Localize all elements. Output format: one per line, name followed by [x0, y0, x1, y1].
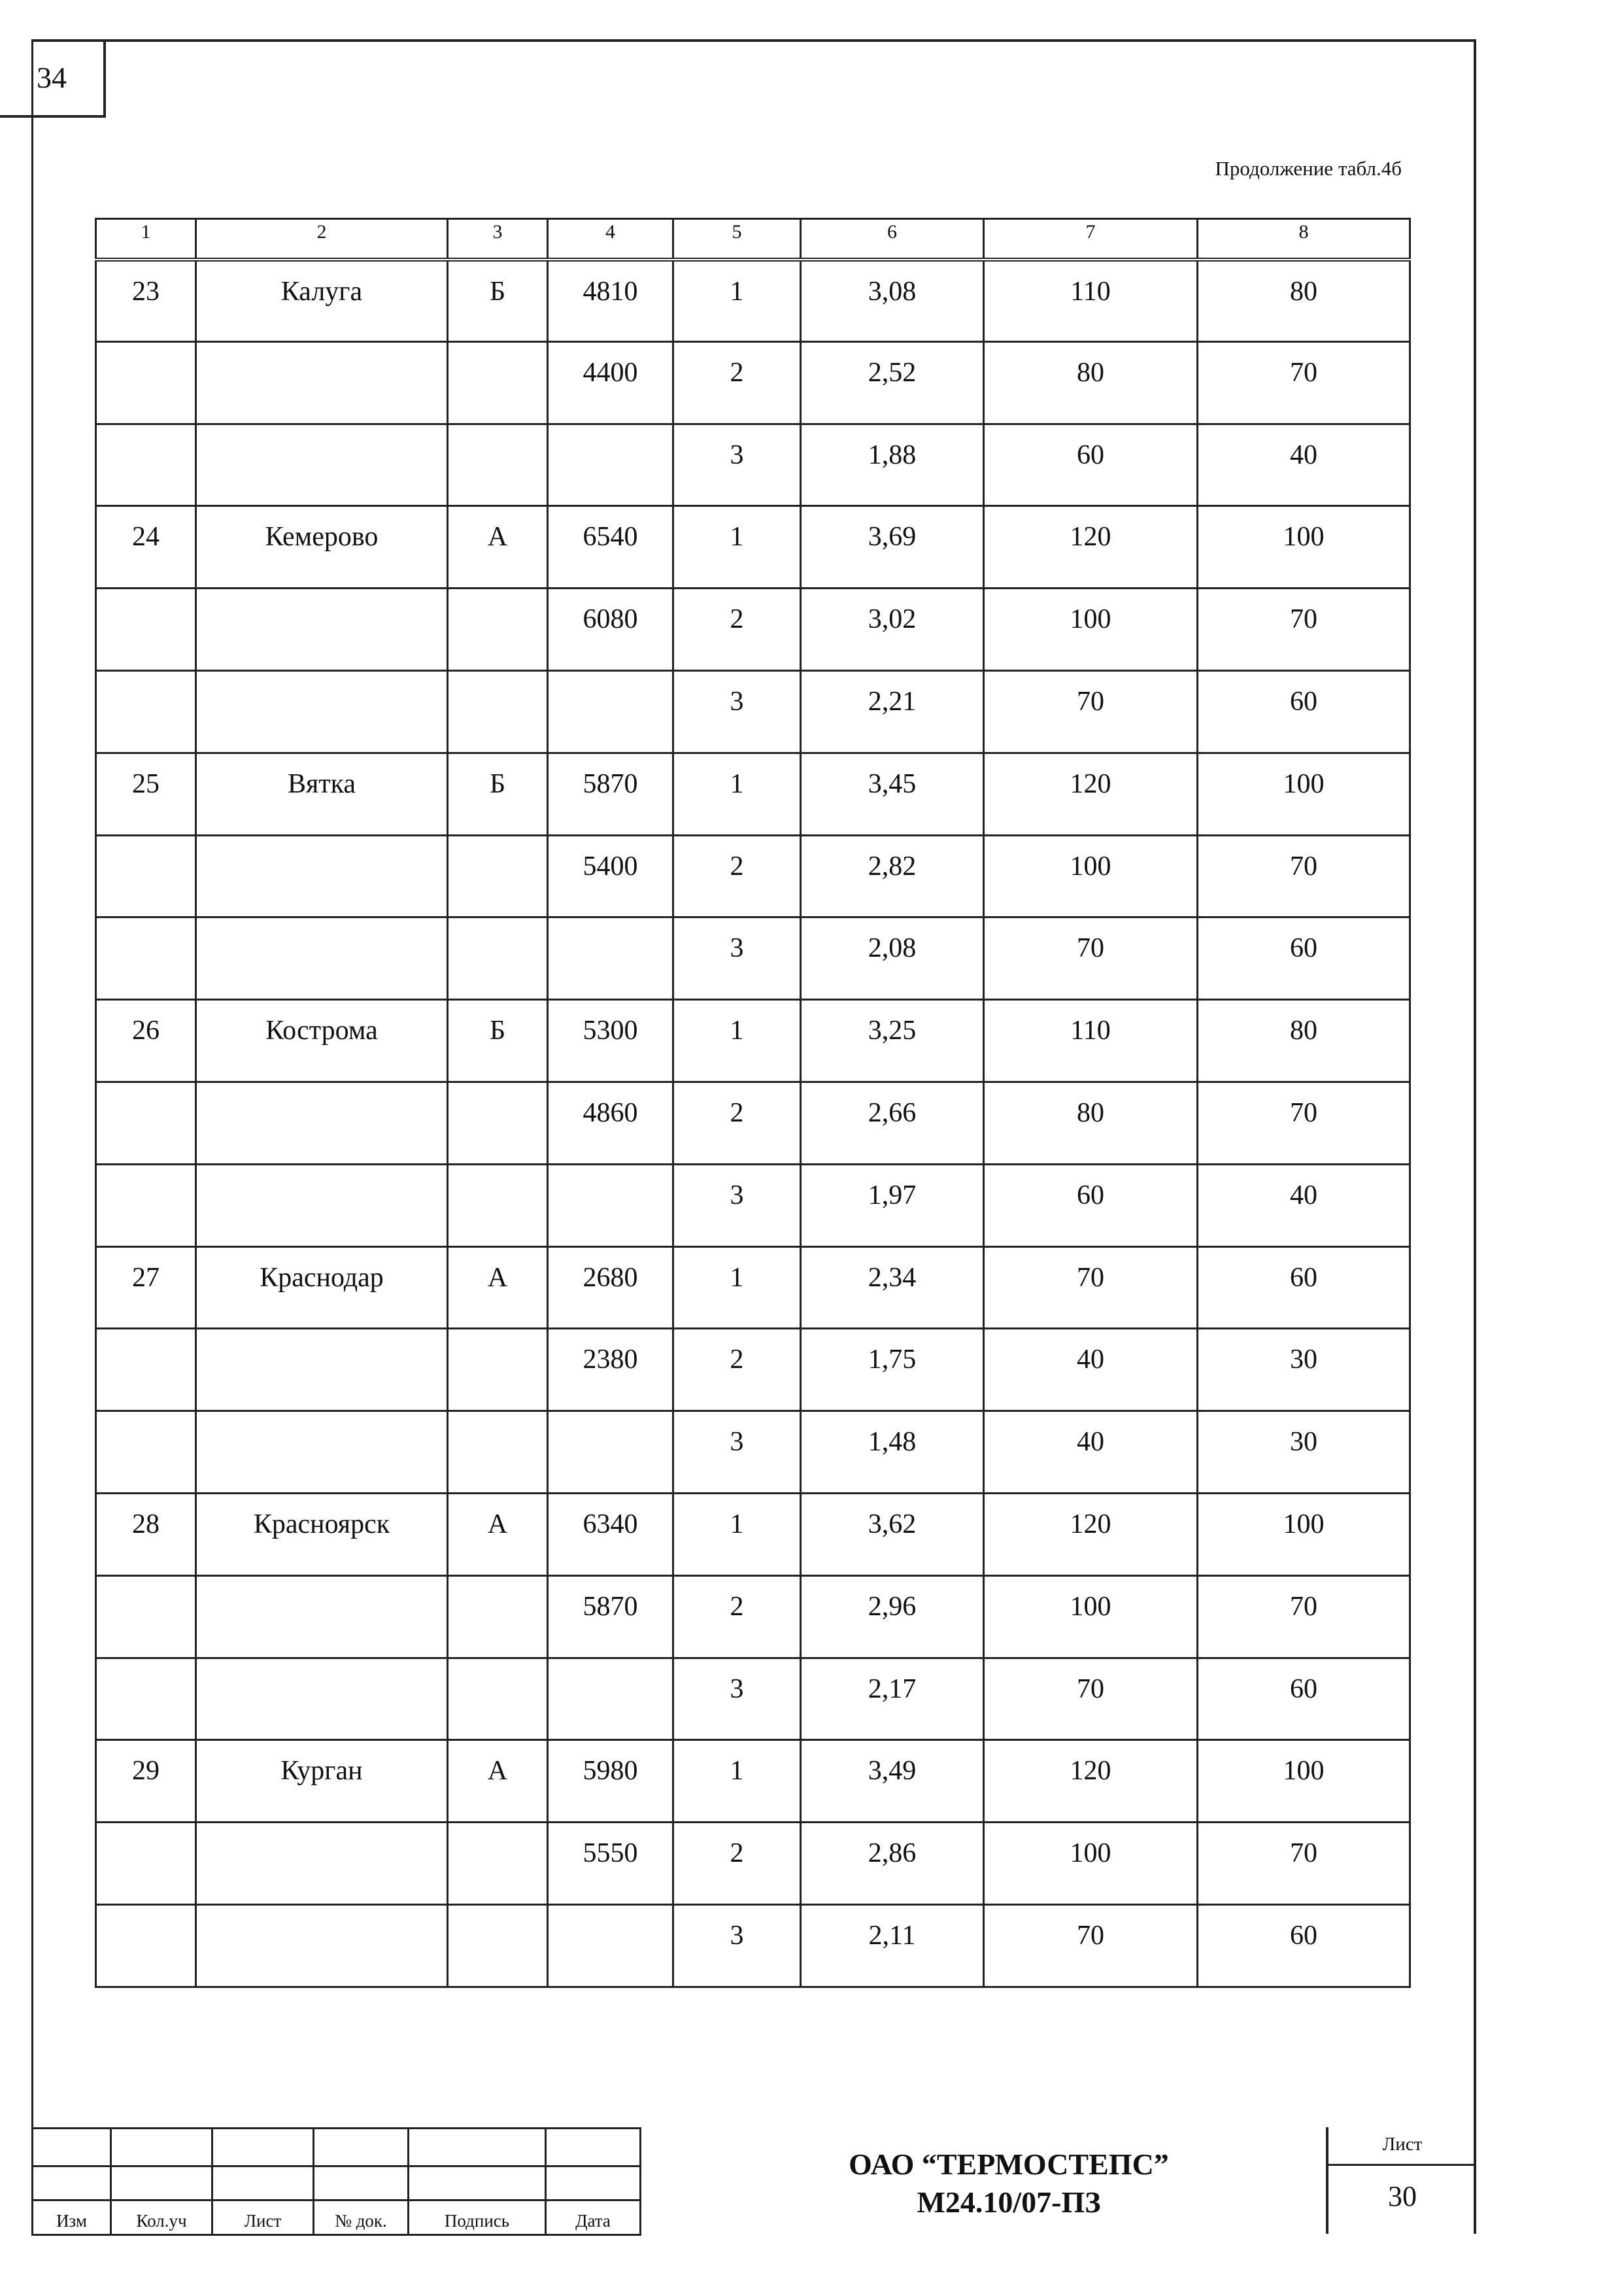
- table-cell: 120: [984, 506, 1198, 589]
- table-cell: 120: [984, 1740, 1198, 1823]
- column-number-header: 2: [196, 219, 448, 260]
- table-cell: Красноярск: [196, 1493, 448, 1575]
- table-cell: [96, 917, 196, 1000]
- table-cell: 2: [673, 1329, 801, 1411]
- table-cell: [196, 1904, 448, 1987]
- revision-grid: [31, 2127, 641, 2236]
- table-cell: Курган: [196, 1740, 448, 1823]
- column-number-header: 4: [548, 219, 673, 260]
- table-cell: 3,25: [801, 1000, 984, 1082]
- table-cell: 70: [984, 1658, 1198, 1740]
- table-continuation-caption: Продолжение табл.4б: [1215, 157, 1402, 180]
- table-cell: 23: [96, 260, 196, 342]
- table-cell: 60: [1198, 670, 1410, 753]
- table-cell: 3: [673, 1411, 801, 1494]
- table-cell: [96, 424, 196, 506]
- organization-name: ОАО “ТЕРМОСТЕПС”: [849, 2148, 1169, 2181]
- table-cell: 2,66: [801, 1082, 984, 1164]
- table-cell: 2: [673, 589, 801, 671]
- table-cell: [196, 1823, 448, 1905]
- table-row: [96, 1246, 1410, 1329]
- table-cell: 2,08: [801, 917, 984, 1000]
- table-row: [96, 917, 1410, 1000]
- column-number-header: 6: [801, 219, 984, 260]
- table-cell: [196, 917, 448, 1000]
- table-cell: [448, 1658, 548, 1740]
- page-number: 34: [0, 39, 106, 118]
- table-cell: 80: [1198, 1000, 1410, 1082]
- table-row: [96, 1000, 1410, 1082]
- table-cell: [196, 1575, 448, 1658]
- table-cell: 1: [673, 506, 801, 589]
- table-header-row: [96, 219, 1410, 260]
- table-cell: Б: [448, 753, 548, 835]
- table-row: [96, 1904, 1410, 1987]
- table-cell: 110: [984, 260, 1198, 342]
- table-cell: 70: [984, 1246, 1198, 1329]
- table-cell: 3,45: [801, 753, 984, 835]
- table-cell: 27: [96, 1246, 196, 1329]
- table-cell: 40: [1198, 424, 1410, 506]
- table-cell: [548, 1904, 673, 1987]
- table-cell: 70: [1198, 835, 1410, 917]
- sheet-number: 30: [1388, 2180, 1417, 2212]
- table-cell: 100: [984, 1823, 1198, 1905]
- table-cell: [196, 341, 448, 424]
- table-cell: [548, 670, 673, 753]
- table-row: [96, 341, 1410, 424]
- stamp-column-label: Кол.уч: [111, 2200, 212, 2235]
- table-cell: [196, 1164, 448, 1246]
- table-cell: 29: [96, 1740, 196, 1823]
- table-cell: [96, 1164, 196, 1246]
- table-cell: 1: [673, 260, 801, 342]
- table-row: [96, 1740, 1410, 1823]
- table-cell: А: [448, 1246, 548, 1329]
- table-row: [96, 506, 1410, 589]
- table-cell: 4810: [548, 260, 673, 342]
- table-cell: 24: [96, 506, 196, 589]
- table-cell: 2: [673, 1575, 801, 1658]
- table-cell: Калуга: [196, 260, 448, 342]
- table-cell: А: [448, 1740, 548, 1823]
- sheet-divider: [1328, 2164, 1476, 2166]
- table-cell: 70: [984, 1904, 1198, 1987]
- table-cell: 1: [673, 1493, 801, 1575]
- table-cell: 5400: [548, 835, 673, 917]
- table-cell: [196, 1411, 448, 1494]
- table-row: [96, 424, 1410, 506]
- table-row: [96, 589, 1410, 671]
- table-cell: [448, 341, 548, 424]
- data-table: [95, 218, 1411, 1988]
- column-number-header: 7: [984, 219, 1198, 260]
- table-cell: [96, 1411, 196, 1494]
- stamp-column-label: Изм: [33, 2200, 111, 2235]
- table-cell: [448, 424, 548, 506]
- table-cell: 1,48: [801, 1411, 984, 1494]
- column-number-header: 5: [673, 219, 801, 260]
- table-cell: 100: [1198, 1493, 1410, 1575]
- table-cell: 1,75: [801, 1329, 984, 1411]
- table-cell: 5300: [548, 1000, 673, 1082]
- table-cell: 120: [984, 1493, 1198, 1575]
- table-cell: 6540: [548, 506, 673, 589]
- table-cell: 60: [1198, 917, 1410, 1000]
- stamp-column-label: № док.: [314, 2200, 409, 2235]
- table-cell: Краснодар: [196, 1246, 448, 1329]
- table-cell: 100: [984, 835, 1198, 917]
- table-cell: 2: [673, 835, 801, 917]
- table-cell: [196, 1329, 448, 1411]
- table-cell: [96, 1329, 196, 1411]
- table-row: [96, 1575, 1410, 1658]
- table-cell: 5550: [548, 1823, 673, 1905]
- table-cell: [96, 835, 196, 917]
- table-cell: 1,97: [801, 1164, 984, 1246]
- table-cell: [196, 835, 448, 917]
- organization-block: [672, 2146, 1345, 2221]
- table-cell: 3,02: [801, 589, 984, 671]
- table-cell: 2,21: [801, 670, 984, 753]
- table-cell: 60: [984, 424, 1198, 506]
- table-cell: 80: [1198, 260, 1410, 342]
- table-cell: [448, 1329, 548, 1411]
- table-cell: 2380: [548, 1329, 673, 1411]
- table-cell: 2680: [548, 1246, 673, 1329]
- table-row: [96, 670, 1410, 753]
- table-cell: А: [448, 1493, 548, 1575]
- table-cell: 1: [673, 1000, 801, 1082]
- table-cell: 6340: [548, 1493, 673, 1575]
- table-cell: 40: [1198, 1164, 1410, 1246]
- column-number-header: 8: [1198, 219, 1410, 260]
- title-block: [31, 2127, 1476, 2234]
- table-cell: 25: [96, 753, 196, 835]
- table-row: [96, 1411, 1410, 1494]
- table-cell: Кострома: [196, 1000, 448, 1082]
- table-cell: 3,62: [801, 1493, 984, 1575]
- column-number-header: 1: [96, 219, 196, 260]
- table-cell: 70: [1198, 1575, 1410, 1658]
- table-cell: [448, 589, 548, 671]
- table-cell: 3,49: [801, 1740, 984, 1823]
- table-cell: [96, 1823, 196, 1905]
- table-cell: 2,11: [801, 1904, 984, 1987]
- stamp-column-label: Лист: [212, 2200, 314, 2235]
- table-cell: [448, 670, 548, 753]
- table-cell: [96, 1575, 196, 1658]
- table-cell: [196, 589, 448, 671]
- table-cell: 3,08: [801, 260, 984, 342]
- table-cell: 120: [984, 753, 1198, 835]
- table-cell: [96, 1904, 196, 1987]
- table-cell: 60: [1198, 1904, 1410, 1987]
- table-cell: [448, 1082, 548, 1164]
- stamp-column-label: Подпись: [409, 2200, 546, 2235]
- table-cell: Б: [448, 260, 548, 342]
- table-cell: [96, 1082, 196, 1164]
- table-cell: 1: [673, 1246, 801, 1329]
- table-cell: 2: [673, 341, 801, 424]
- table-cell: 4860: [548, 1082, 673, 1164]
- table-cell: 70: [1198, 1823, 1410, 1905]
- table-row: [96, 260, 1410, 342]
- table-row: [96, 1082, 1410, 1164]
- table-cell: 28: [96, 1493, 196, 1575]
- table-cell: 3: [673, 670, 801, 753]
- table-cell: 80: [984, 1082, 1198, 1164]
- table-cell: 70: [1198, 341, 1410, 424]
- table-cell: 70: [984, 917, 1198, 1000]
- table-cell: [96, 1658, 196, 1740]
- table-row: [96, 1329, 1410, 1411]
- table-cell: 100: [1198, 506, 1410, 589]
- table-cell: 70: [1198, 1082, 1410, 1164]
- table-cell: [548, 1411, 673, 1494]
- table-row: [96, 1493, 1410, 1575]
- table-cell: [448, 835, 548, 917]
- table-cell: 5870: [548, 1575, 673, 1658]
- column-number-header: 3: [448, 219, 548, 260]
- table-cell: 60: [1198, 1658, 1410, 1740]
- table-cell: 2: [673, 1823, 801, 1905]
- table-cell: 2,86: [801, 1823, 984, 1905]
- table-cell: 100: [1198, 753, 1410, 835]
- table-cell: 3: [673, 1658, 801, 1740]
- table-cell: 30: [1198, 1411, 1410, 1494]
- table-cell: 4400: [548, 341, 673, 424]
- table-cell: 60: [984, 1164, 1198, 1246]
- table-cell: 2,17: [801, 1658, 984, 1740]
- table-cell: [448, 1575, 548, 1658]
- table-cell: 5870: [548, 753, 673, 835]
- table-cell: 2,82: [801, 835, 984, 917]
- table-cell: [448, 1411, 548, 1494]
- table-cell: 3: [673, 917, 801, 1000]
- table-cell: 100: [984, 1575, 1198, 1658]
- table-row: [96, 1164, 1410, 1246]
- table-row: [96, 1823, 1410, 1905]
- table-cell: 60: [1198, 1246, 1410, 1329]
- document-code: М24.10/07-ПЗ: [917, 2185, 1101, 2219]
- table-cell: 70: [1198, 589, 1410, 671]
- table-cell: 3: [673, 424, 801, 506]
- sheet-label: Лист: [1382, 2134, 1423, 2155]
- table-row: [96, 753, 1410, 835]
- table-cell: [196, 424, 448, 506]
- table-cell: [548, 917, 673, 1000]
- table-cell: Кемерово: [196, 506, 448, 589]
- table-cell: А: [448, 506, 548, 589]
- table-cell: 1,88: [801, 424, 984, 506]
- table-cell: [448, 1823, 548, 1905]
- table-cell: 80: [984, 341, 1198, 424]
- table-cell: [548, 1164, 673, 1246]
- table-cell: [196, 1082, 448, 1164]
- table-cell: [548, 1658, 673, 1740]
- table-cell: 100: [984, 589, 1198, 671]
- table-cell: [448, 1904, 548, 1987]
- table-cell: 3: [673, 1164, 801, 1246]
- table-cell: 26: [96, 1000, 196, 1082]
- table-cell: 70: [984, 670, 1198, 753]
- table-cell: 1: [673, 1740, 801, 1823]
- table-cell: [96, 670, 196, 753]
- table-cell: 110: [984, 1000, 1198, 1082]
- table-cell: [96, 341, 196, 424]
- table-cell: [96, 589, 196, 671]
- table-cell: [448, 1164, 548, 1246]
- table-cell: [196, 670, 448, 753]
- table-cell: Б: [448, 1000, 548, 1082]
- table-cell: 5980: [548, 1740, 673, 1823]
- stamp-column-label: Дата: [546, 2200, 641, 2235]
- table-cell: 2,96: [801, 1575, 984, 1658]
- table-cell: [196, 1658, 448, 1740]
- table-cell: 6080: [548, 589, 673, 671]
- table-cell: 100: [1198, 1740, 1410, 1823]
- table-row: [96, 1658, 1410, 1740]
- sheet-box: [1326, 2127, 1476, 2234]
- table-cell: 40: [984, 1329, 1198, 1411]
- table-cell: [448, 917, 548, 1000]
- table-cell: 3,69: [801, 506, 984, 589]
- table-row: [96, 835, 1410, 917]
- table-cell: 40: [984, 1411, 1198, 1494]
- table-cell: Вятка: [196, 753, 448, 835]
- table-cell: 2: [673, 1082, 801, 1164]
- table-cell: 2,34: [801, 1246, 984, 1329]
- table-cell: [548, 424, 673, 506]
- table-cell: 2,52: [801, 341, 984, 424]
- table-cell: 3: [673, 1904, 801, 1987]
- table-cell: 30: [1198, 1329, 1410, 1411]
- table-cell: 1: [673, 753, 801, 835]
